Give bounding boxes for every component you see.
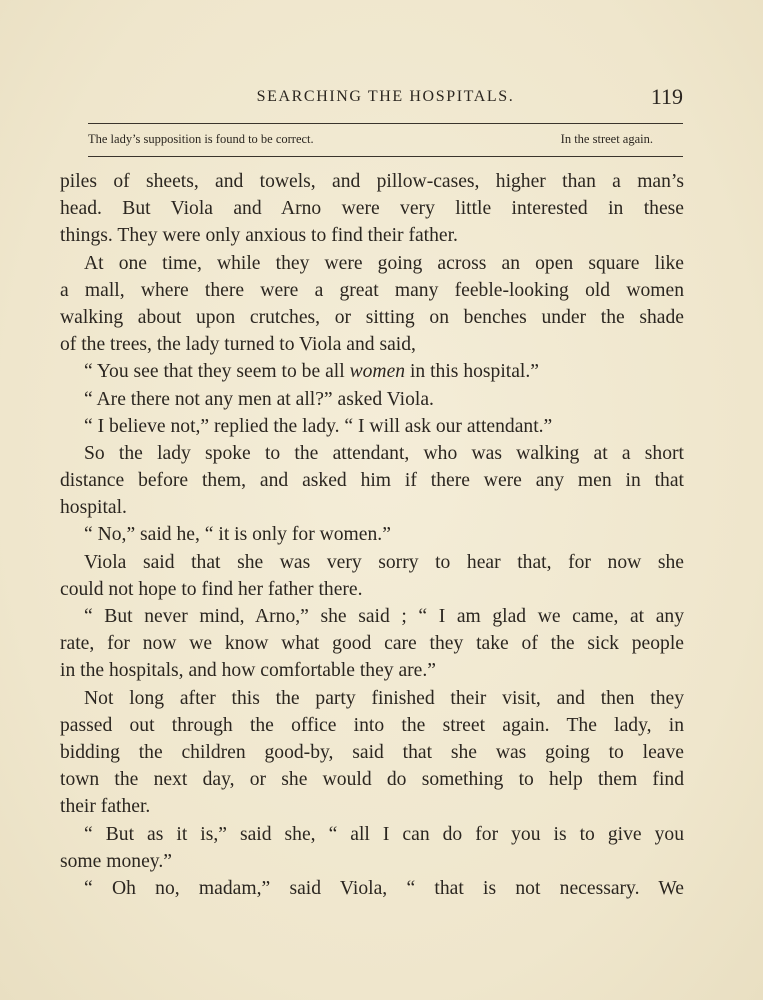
text-line: piles of sheets, and towels, and pillow-cases, higher than a man’s [60, 171, 684, 192]
text-line: “ Are there not any men at all?” asked Viola. [84, 388, 434, 410]
text-line: of the trees, the lady turned to Viola and said, [60, 334, 416, 356]
text-run: in this hospital.” [405, 361, 539, 383]
text-line: “ I believe not,” replied the lady. “ I will ask our attendant.” [84, 415, 553, 437]
running-title: SEARCHING THE HOSPITALS. [256, 88, 515, 105]
marginal-note-left: The lady’s supposition is found to be correct. [88, 132, 314, 146]
text-line: things. They were only anxious to find their father. [60, 225, 458, 247]
text-line: a mall, where there were a great many feeble-looking old women [60, 279, 684, 301]
text-run: “ You see that they seem to be all [84, 361, 345, 383]
marginal-note-right: In the street again. [560, 132, 653, 146]
text-line: “ But never mind, Arno,” she said ; “ I am glad we came, at any [84, 606, 684, 627]
text-line: distance before them, and asked him if there were any men in that [60, 470, 684, 492]
running-head [88, 84, 683, 114]
header-rule-top [88, 123, 683, 124]
text-line: hospital. [60, 497, 127, 519]
body-text [60, 168, 684, 902]
text-line: rate, for now we know what good care they take of the sick people [60, 633, 684, 655]
text-line: At one time, while they were going across an open square like [84, 252, 684, 274]
text-line: could not hope to find her father there. [60, 578, 363, 600]
text-line: Viola said that she was very sorry to hear that, for now she [84, 551, 684, 573]
emphasis-women: women [349, 361, 406, 383]
text-line: their father. [60, 796, 151, 818]
text-line: “ Oh no, madam,” said Viola, “ that is not necessary. We [84, 877, 684, 899]
text-line: head. But Viola and Arno were very little interested in these [60, 198, 684, 220]
text-line: walking about upon crutches, or sitting on benches under the shade [60, 306, 684, 328]
text-line: “ But as it is,” said she, “ all I can do for you is to give you [84, 823, 684, 845]
text-line: town the next day, or she would do something to help them find [60, 769, 684, 791]
text-line: So the lady spoke to the attendant, who was walking at a short [84, 442, 684, 464]
text-line [60, 358, 684, 385]
text-line: bidding the children good-by, said that she was going to leave [60, 741, 684, 763]
text-line: some money.” [60, 850, 172, 872]
header-rule-bottom [88, 156, 683, 157]
page-number: 119 [650, 84, 683, 109]
text-line: “ No,” said he, “ it is only for women.” [84, 524, 391, 546]
text-line: passed out through the office into the street again. The lady, in [60, 714, 684, 736]
text-line: in the hospitals, and how comfortable they are.” [60, 660, 436, 682]
text-line: Not long after this the party finished their visit, and then they [84, 687, 684, 709]
marginal-notes [88, 132, 683, 150]
